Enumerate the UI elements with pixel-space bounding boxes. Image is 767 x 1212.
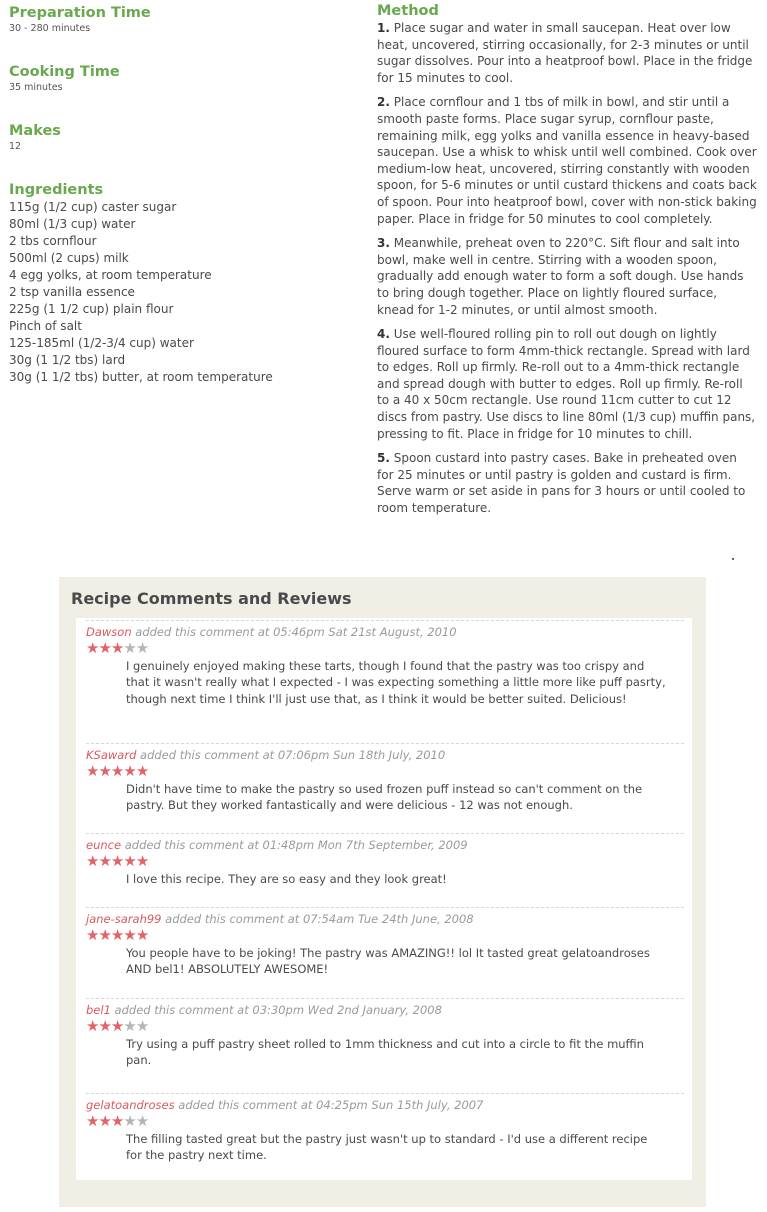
star-filled-icon: ★ <box>86 1017 99 1035</box>
makes-heading: Makes <box>9 123 61 139</box>
comment-author[interactable]: jane-sarah99 <box>86 912 162 926</box>
divider-dot <box>732 558 734 560</box>
comment-author[interactable]: eunce <box>86 838 122 852</box>
star-filled-icon: ★ <box>86 762 99 780</box>
comment-meta <box>86 743 684 762</box>
ingredients-heading: Ingredients <box>9 182 104 198</box>
reviews-title: Recipe Comments and Reviews <box>71 589 352 608</box>
step-number: 5. <box>377 451 390 466</box>
comment-author[interactable]: gelatoandroses <box>86 1098 175 1112</box>
comment-added: added this comment at <box>131 625 274 639</box>
step-number: 3. <box>377 236 390 251</box>
comment-text: I genuinely enjoyed making these tarts, though I found that the pastry was too crispy and that it wasn't really what I expected - I was expecting something a little more like puff pasrty, though next time I think I'll just use that, as I think it would be better suited. Delicious! <box>126 659 666 706</box>
step-text: Use well-floured rolling pin to roll out dough on lightly floured surface to form 4mm-thick rectangle. Spread with lard to edges. Roll up firmly. Re-roll out to a 4mm-thick rectangle and spread dough with butter to edges. Roll up firmly. Re-roll to a 40 x 50cm rectangle. Use round 11cm cutter to cut 12 discs from pastry. Use discs to line 80ml (1/3 cup) muffin pans, pressing to fit. Place in fridge for 10 minutes to chill. <box>377 327 756 441</box>
step-number: 4. <box>377 327 390 342</box>
comment <box>86 1093 684 1164</box>
comment-time: 05:46pm Sat 21st August, 2010 <box>273 625 457 639</box>
comment-time: 01:48pm Mon 7th September, 2009 <box>262 838 468 852</box>
step-number: 1. <box>377 21 390 35</box>
star-filled-icon: ★ <box>135 762 149 780</box>
comment-text: Try using a puff pastry sheet rolled to 1mm thickness and cut into a circle to fit the muffin pan. <box>126 1037 644 1068</box>
method-heading: Method <box>377 3 439 19</box>
comment-added: added this comment at <box>161 912 303 926</box>
prep-time-value: 30 - 280 minutes <box>9 23 91 34</box>
step-text: Spoon custard into pastry cases. Bake in preheated oven for 25 minutes or until pastry is golden and custard is firm. Serve warm or set aside in pans for 3 hours or until cooled to room temperature. <box>377 451 746 516</box>
comment-text: You people have to be joking! The pastry was AMAZING!! lol It tasted great gelatoandroses AND bel1! ABSOLUTELY AWESOME! <box>126 946 650 977</box>
comment <box>86 907 684 978</box>
comment-added: added this comment at <box>174 1098 317 1112</box>
step-number: 2. <box>377 95 390 110</box>
comment <box>86 743 684 814</box>
star-filled-icon: ★ <box>86 926 99 944</box>
comment-meta <box>86 620 684 639</box>
comment <box>86 833 684 887</box>
method-step <box>377 450 757 516</box>
star-rating <box>86 853 684 870</box>
star-filled-icon: ★ <box>86 852 99 870</box>
ingredients-list <box>9 199 349 386</box>
star-filled-icon: ★ <box>110 926 124 944</box>
ingredient-item: 4 egg yolks, at room temperature <box>9 268 212 282</box>
method-section <box>377 2 757 525</box>
comment-added: added this comment at <box>110 1003 253 1017</box>
comment-meta <box>86 833 684 852</box>
comment-author[interactable]: Dawson <box>86 625 132 639</box>
star-filled-icon: ★ <box>86 1112 99 1130</box>
reviews-list <box>76 618 692 1180</box>
star-filled-icon: ★ <box>123 852 136 870</box>
ingredient-item: 500ml (2 cups) milk <box>9 251 129 265</box>
star-filled-icon: ★ <box>110 762 124 780</box>
star-filled-icon: ★ <box>98 852 111 870</box>
step-text: Place sugar and water in small saucepan. Heat over low heat, uncovered, stirring occasionally, for 2-3 minutes or until sugar dissolves. Pour into a heatproof bowl. Place in the fridge for 15 minutes to cool. <box>377 21 753 85</box>
comment-text: The filling tasted great but the pastry just wasn't up to standard - I'd use a different recipe for the pastry next time. <box>126 1132 648 1163</box>
cook-time-value: 35 minutes <box>9 82 63 93</box>
ingredient-item: 80ml (1/3 cup) water <box>9 217 136 231</box>
comment-time: 03:30pm Wed 2nd January, 2008 <box>252 1003 442 1017</box>
method-step <box>377 94 757 227</box>
star-filled-icon: ★ <box>135 852 149 870</box>
reviews-panel <box>59 577 706 1207</box>
star-filled-icon: ★ <box>110 852 124 870</box>
comment-author[interactable]: KSaward <box>86 748 137 762</box>
makes-value: 12 <box>9 141 22 152</box>
method-step <box>377 326 757 442</box>
star-filled-icon: ★ <box>123 762 136 780</box>
star-filled-icon: ★ <box>98 1017 111 1035</box>
star-filled-icon: ★ <box>98 926 111 944</box>
star-rating <box>86 927 684 944</box>
comment-time: 04:25pm Sun 15th July, 2007 <box>316 1098 484 1112</box>
ingredient-item: 225g (1 1/2 cup) plain flour <box>9 302 174 316</box>
recipe-details <box>9 4 349 386</box>
comment-added: added this comment at <box>136 748 278 762</box>
comment-text: I love this recipe. They are so easy and they look great! <box>126 872 447 886</box>
ingredient-item: Pinch of salt <box>9 319 82 333</box>
star-filled-icon: ★ <box>110 639 124 657</box>
comment-time: 07:06pm Sun 18th July, 2010 <box>277 748 446 762</box>
method-step <box>377 235 757 318</box>
ingredient-item: 30g (1 1/2 tbs) butter, at room temperature <box>9 370 273 384</box>
ingredient-item: 2 tsp vanilla essence <box>9 285 135 299</box>
comment <box>86 998 684 1069</box>
ingredient-item: 125-185ml (1/2-3/4 cup) water <box>9 336 194 350</box>
comment-added: added this comment at <box>121 838 263 852</box>
star-filled-icon: ★ <box>110 1017 124 1035</box>
star-empty-icon: ★ <box>123 639 136 657</box>
star-filled-icon: ★ <box>123 926 136 944</box>
star-rating <box>86 763 684 780</box>
star-empty-icon: ★ <box>135 1112 149 1130</box>
star-filled-icon: ★ <box>86 639 99 657</box>
step-text: Place cornflour and 1 tbs of milk in bowl, and stir until a smooth paste forms. Place sugar syrup, cornflour paste, remaining milk, egg yolks and vanilla essence in heavy-based saucepan. Use a whisk to whisk until well combined. Cook over medium-low heat, uncovered, stirring constantly with wooden spoon, for 5-6 minutes or until custard thickens and coats back of spoon. Pour into heatproof bowl, cover with non-stick baking paper. Place in fridge for 50 minutes to cool completely. <box>377 95 757 226</box>
comment-author[interactable]: bel1 <box>86 1003 111 1017</box>
star-empty-icon: ★ <box>135 1017 149 1035</box>
comment-meta <box>86 907 684 926</box>
star-filled-icon: ★ <box>135 926 149 944</box>
star-rating <box>86 640 684 657</box>
prep-time-heading: Preparation Time <box>9 5 151 21</box>
star-empty-icon: ★ <box>123 1017 136 1035</box>
cook-time-heading: Cooking Time <box>9 64 120 80</box>
comment-time: 07:54am Tue 24th June, 2008 <box>302 912 474 926</box>
star-rating <box>86 1018 684 1035</box>
method-step <box>377 20 757 86</box>
comment-text: Didn't have time to make the pastry so used frozen puff instead so can't comment on the pastry. But they worked fantastically and were delicious - 12 was not enough. <box>126 782 643 813</box>
comment-meta <box>86 998 684 1017</box>
star-filled-icon: ★ <box>98 762 111 780</box>
star-empty-icon: ★ <box>135 639 149 657</box>
ingredient-item: 2 tbs cornflour <box>9 234 97 248</box>
star-filled-icon: ★ <box>110 1112 124 1130</box>
step-text: Meanwhile, preheat oven to 220°C. Sift flour and salt into bowl, make well in centre. Stirring with a wooden spoon, gradually add enough water to form a soft dough. Use hands to bring dough together. Place on lightly floured surface, knead for 1-2 minutes, or until almost smooth. <box>377 236 744 317</box>
star-filled-icon: ★ <box>98 1112 111 1130</box>
star-rating <box>86 1113 684 1130</box>
comment-meta <box>86 1093 684 1112</box>
star-filled-icon: ★ <box>98 639 111 657</box>
comment <box>86 620 684 707</box>
ingredient-item: 30g (1 1/2 tbs) lard <box>9 353 126 367</box>
star-empty-icon: ★ <box>123 1112 136 1130</box>
ingredient-item: 115g (1/2 cup) caster sugar <box>9 200 177 214</box>
